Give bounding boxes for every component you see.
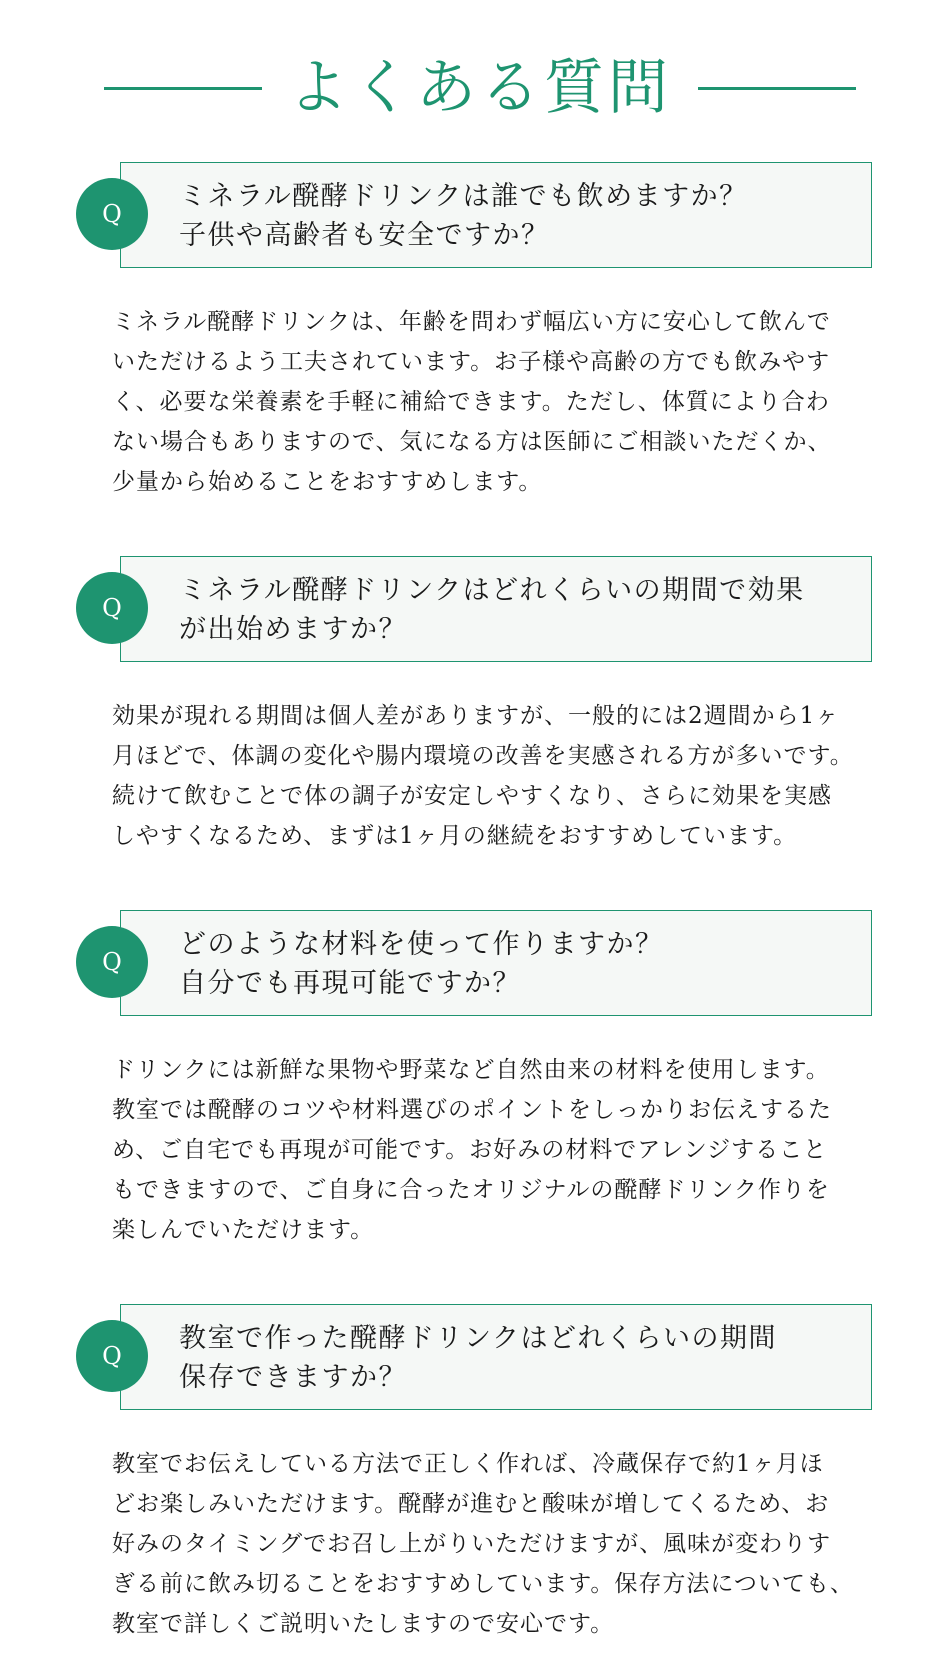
question-text: ミネラル醗酵ドリンクはどれくらいの期間で効果 が出始めますか？ (179, 575, 805, 645)
question-box[interactable] (120, 556, 872, 662)
faq-heading (0, 48, 950, 128)
question-text: どのような材料を使って作りますか？ 自分でも再現可能ですか？ (179, 929, 664, 999)
page-title: よくある質問 (288, 53, 672, 123)
answer-text: 教室でお伝えしている方法で正しく作れば、冷蔵保存で約1ヶ月ほ どお楽しみいただけます。醗酵が進むと酸味が増してくるため、お 好みのタイミングでお召し上がりいただけますが、風味が変わりす ぎる前に飲み切ることをおすすめしています。保存方法についても、 教室で詳しくご説明いたしますので安心です。 (112, 1451, 854, 1637)
question-box[interactable] (120, 162, 872, 268)
question-box[interactable] (120, 910, 872, 1016)
answer-text: 効果が現れる期間は個人差がありますが、一般的には2週間から1ヶ 月ほどで、体調の変化や腸内環境の改善を実感される方が多いです。 続けて飲むことで体の調子が安定しやすくなり、さらに効果を実感 しやすくなるため、まずは1ヶ月の継続をおすすめしています。 (112, 703, 854, 849)
heading-divider-right (698, 87, 856, 90)
question-text: ミネラル醗酵ドリンクは誰でも飲めますか？ 子供や高齢者も安全ですか？ (179, 181, 748, 251)
q-badge-icon: Q (76, 572, 148, 644)
q-badge-icon: Q (76, 926, 148, 998)
question-text: 教室で作った醗酵ドリンクはどれくらいの期間 保存できますか？ (179, 1323, 777, 1393)
answer-text: ミネラル醗酵ドリンクは、年齢を問わず幅広い方に安心して飲んで いただけるよう工夫されています。お子様や高齢の方でも飲みやす く、必要な栄養素を手軽に補給できます。ただし、体質により合わ ない場合もありますので、気になる方は医師にご相談いただくか、 少量から始めることをおすすめします。 (112, 309, 832, 495)
q-badge-icon: Q (76, 1320, 148, 1392)
answer-text: ドリンクには新鮮な果物や野菜など自然由来の材料を使用します。 教室では醗酵のコツや材料選びのポイントをしっかりお伝えするた め、ご自宅でも再現が可能です。お好みの材料でアレンジすること もできますので、ご自身に合ったオリジナルの醗酵ドリンク作りを 楽しんでいただけます。 (112, 1057, 832, 1243)
question-box[interactable] (120, 1304, 872, 1410)
q-badge-icon: Q (76, 178, 148, 250)
heading-divider-left (104, 87, 262, 90)
